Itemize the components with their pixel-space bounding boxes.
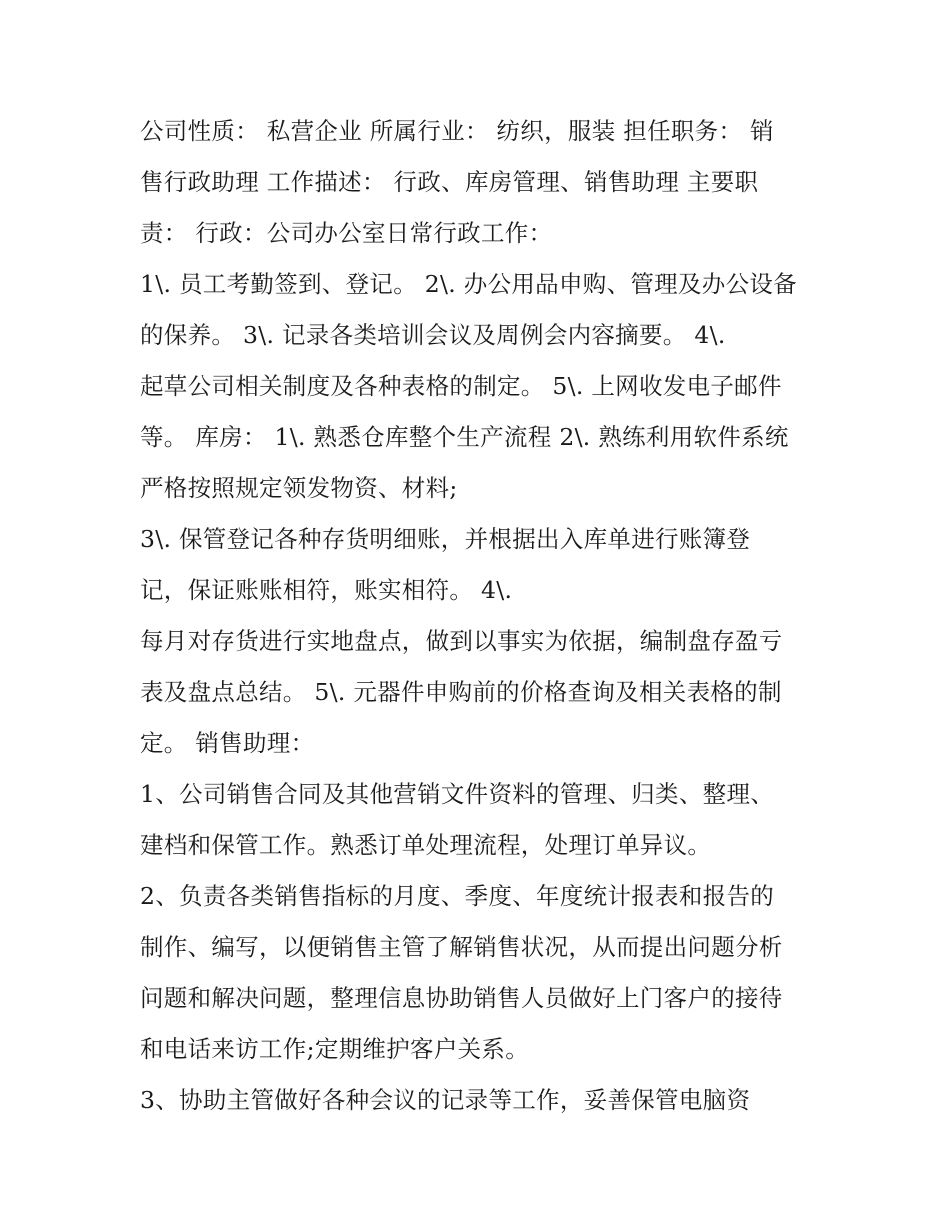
text-line: 的保养。 3\. 记录各类培训会议及周例会内容摘要。 4\. — [140, 321, 726, 349]
text-line: 记，保证账账相符，账实相符。 4\. — [140, 576, 513, 604]
document-body — [140, 106, 830, 1126]
text-line: 1、公司销售合同及其他营销文件资料的管理、归类、整理、 — [140, 780, 775, 808]
text-line: 3、协助主管做好各种会议的记录等工作，妥善保管电脑资 — [140, 1086, 751, 1114]
text-line: 问题和解决问题，整理信息协助销售人员做好上门客户的接待 — [140, 984, 783, 1012]
text-line: 严格按照规定领发物资、材料; — [140, 474, 458, 502]
text-line: 定。 销售助理： — [140, 729, 315, 757]
text-line: 起草公司相关制度及各种表格的制定。 5\. 上网收发电子邮件 — [140, 372, 782, 400]
text-line: 3\. 保管登记各种存货明细账，并根据出入库单进行账簿登 — [140, 525, 751, 553]
text-line: 等。 库房： 1\. 熟悉仓库整个生产流程 2\. 熟练利用软件系统 — [140, 423, 789, 451]
text-line: 售行政助理 工作描述： 行政、库房管理、销售助理 主要职 — [140, 168, 759, 196]
text-line: 和电话来访工作;定期维护客户关系。 — [140, 1035, 530, 1063]
text-line: 每月对存货进行实地盘点，做到以事实为依据，编制盘存盈亏 — [140, 627, 783, 655]
text-line: 责： 行政：公司办公室日常行政工作： — [140, 219, 553, 247]
text-line: 制作、编写，以便销售主管了解销售状况，从而提出问题分析 — [140, 933, 783, 961]
text-line: 表及盘点总结。 5\. 元器件申购前的价格查询及相关表格的制 — [140, 678, 782, 706]
text-line: 公司性质： 私营企业 所属行业： 纺织，服装 担任职务： 销 — [140, 117, 774, 145]
text-line: 建档和保管工作。熟悉订单处理流程，处理订单异议。 — [140, 831, 712, 859]
text-line: 1\. 员工考勤签到、登记。 2\. 办公用品申购、管理及办公设备 — [140, 270, 797, 298]
text-line: 2、负责各类销售指标的月度、季度、年度统计报表和报告的 — [140, 882, 775, 910]
